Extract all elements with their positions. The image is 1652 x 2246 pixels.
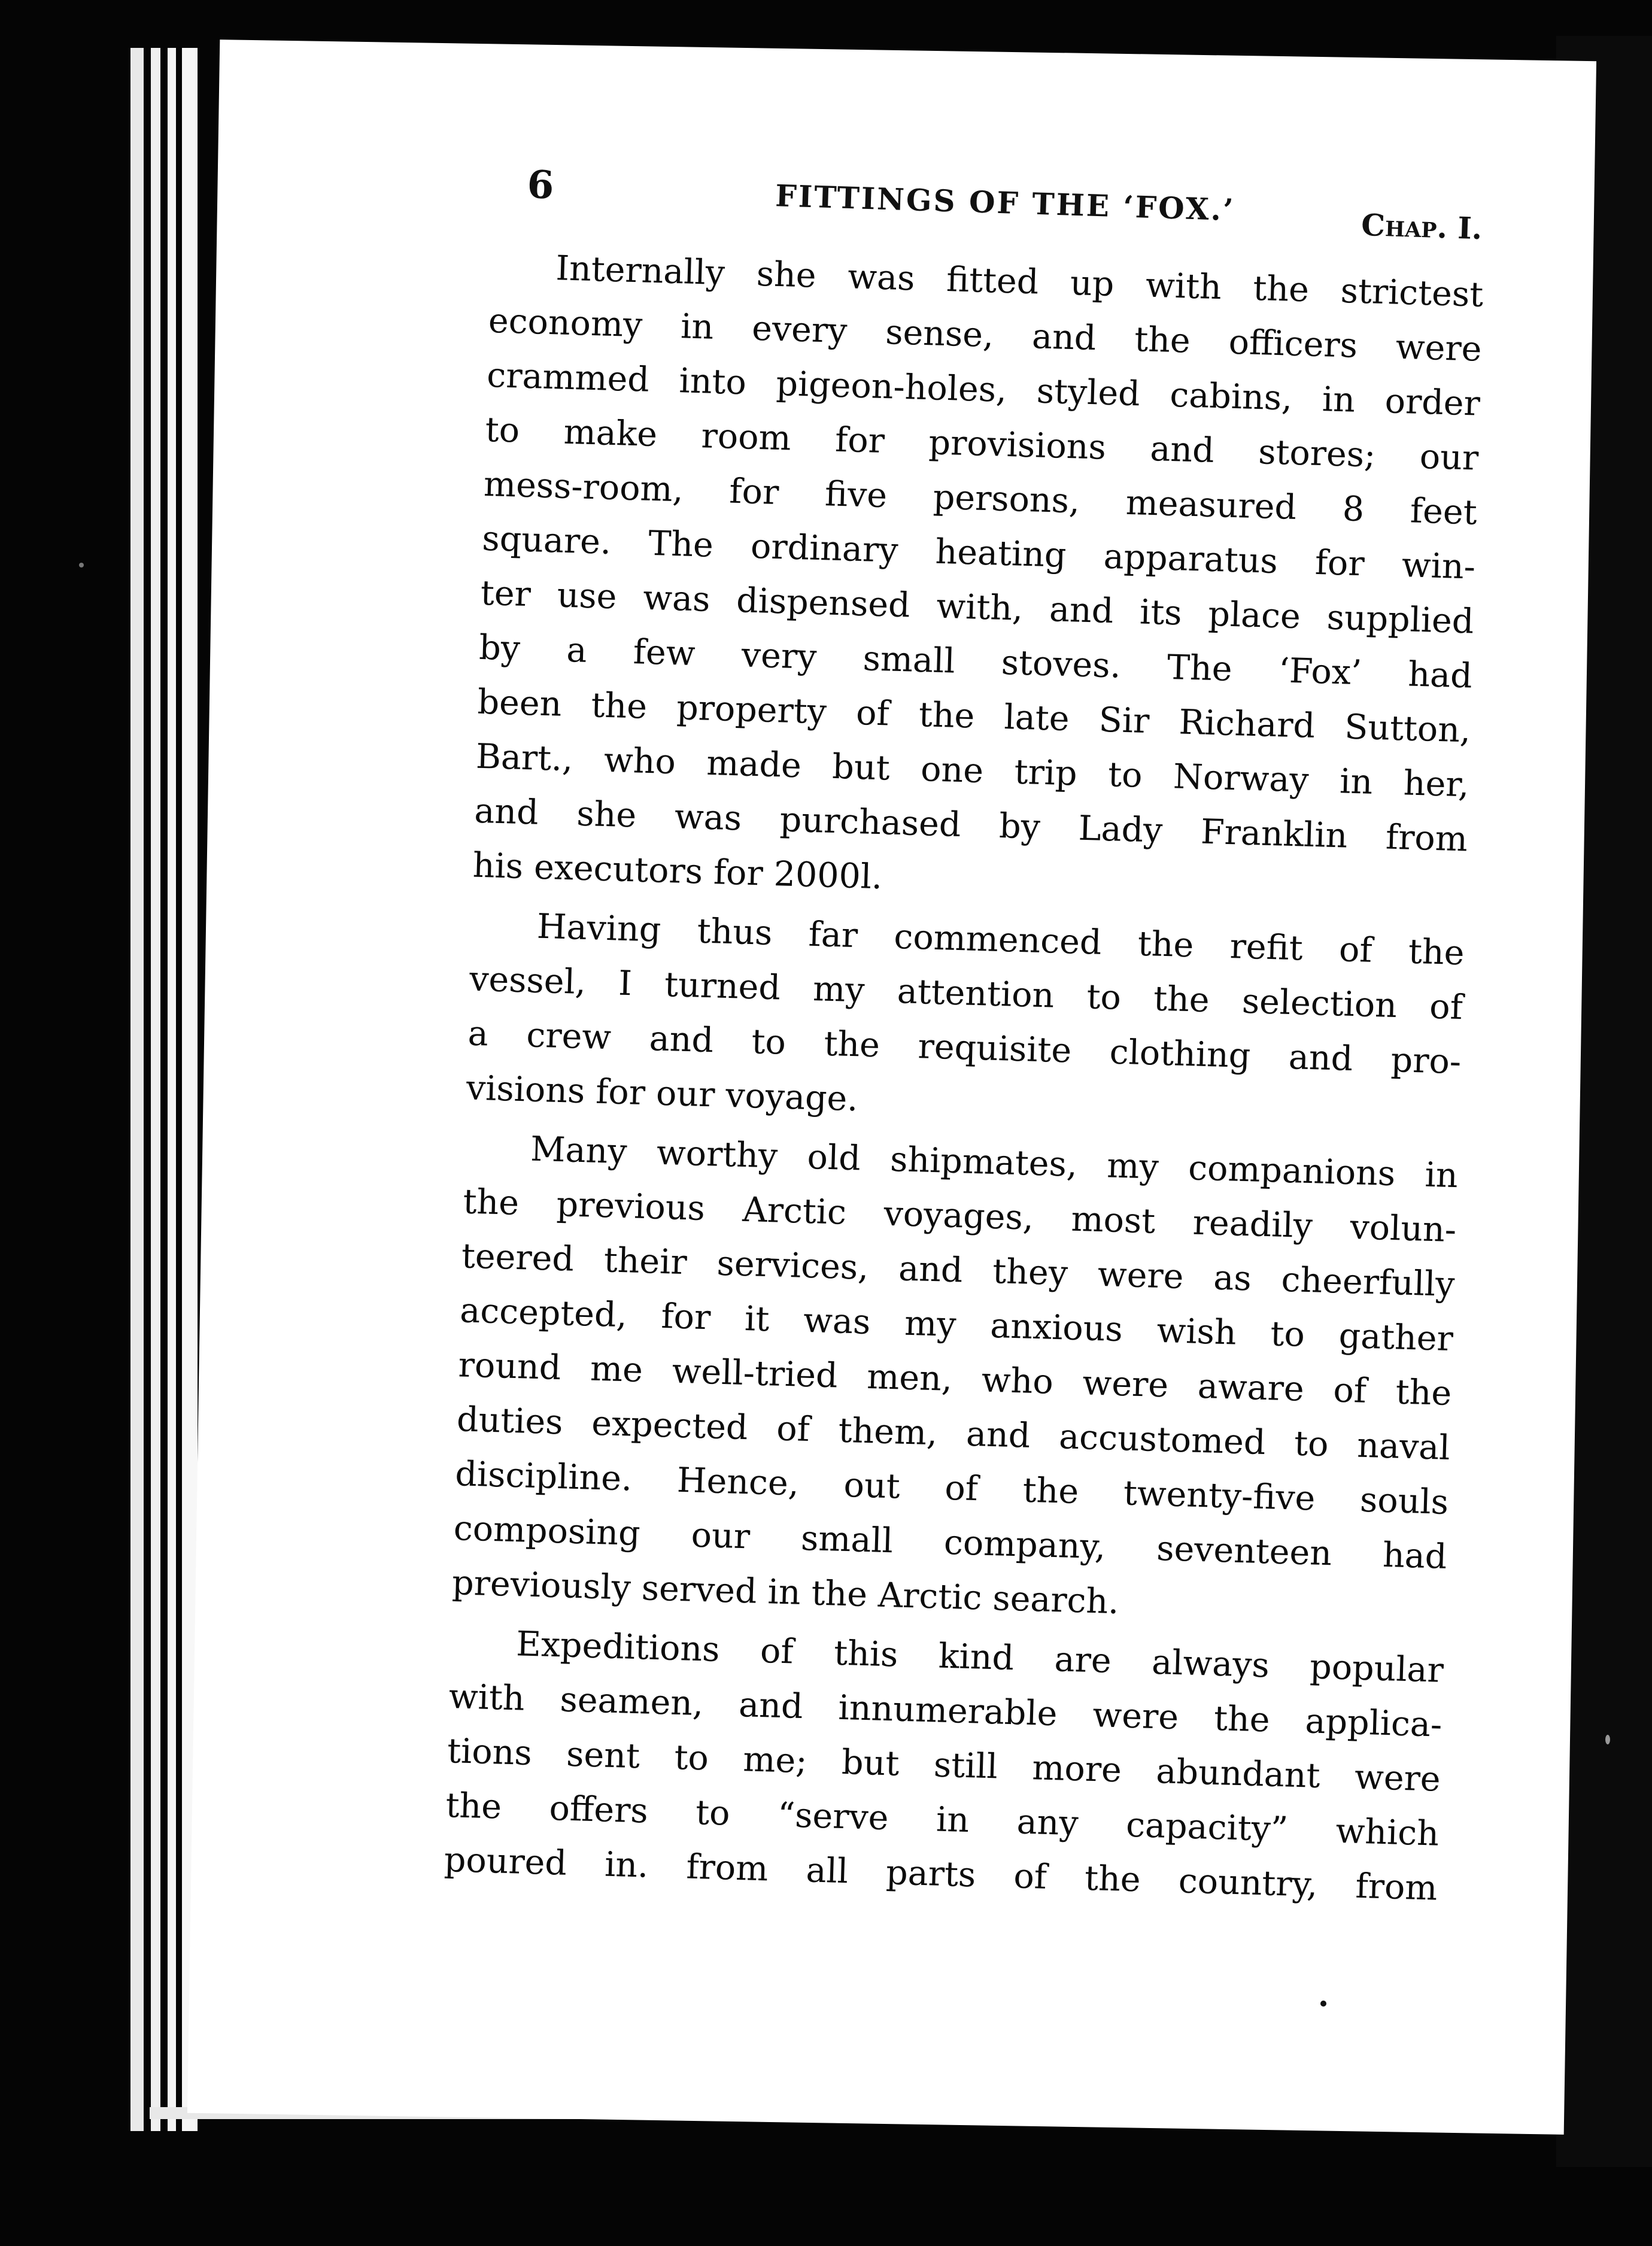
text-line: Expeditions of this kind are always popular [515, 1624, 1444, 1690]
running-title: FITTINGS OF THE ‘FOX.’ [775, 178, 1236, 228]
text-line: tions sent to me; but still more abundant were [447, 1731, 1441, 1799]
body-text [444, 239, 1484, 1916]
text-line: and she was purchased by Lady Franklin from [473, 791, 1468, 860]
chapter-label: Chap. I. [1361, 207, 1483, 247]
text-line: a crew and to the requisite clothing and pro- [467, 1013, 1462, 1082]
text-line: Many worthy old shipmates, my companions in [530, 1129, 1459, 1196]
text-line: accepted, for it was my anxious wish to gather [459, 1291, 1454, 1359]
text-line: to make room for provisions and stores; our [484, 409, 1480, 478]
text-line: mess-room, for five persons, measured 8 feet [483, 464, 1478, 533]
scan-speck [1605, 1735, 1610, 1744]
text-line: Internally she was fitted up with the strictest [555, 248, 1484, 315]
text-line: his executors for 2000l. [472, 845, 883, 897]
text-line: by a few very small stoves. The ‘Fox’ had [478, 627, 1473, 696]
text-line: previously served in the Arctic search. [451, 1563, 1120, 1622]
page-number: 6 [526, 162, 555, 208]
text-line: economy in every sense, and the officers were [488, 301, 1483, 369]
text-line: ter use was dispensed with, and its place supplied [480, 573, 1475, 642]
paragraph [472, 239, 1484, 921]
paragraph [444, 1615, 1444, 1916]
text-line: the offers to “serve in any capacity” which [445, 1785, 1440, 1854]
text-line: Having thus far commenced the refit of the [536, 906, 1465, 973]
text-line: crammed into pigeon-holes, styled cabins, in order [486, 355, 1481, 424]
page-edge [151, 48, 160, 2131]
text-line: with seamen, and innumerable were the applica- [448, 1677, 1443, 1745]
text-line: discipline. Hence, out of the twenty-five souls [454, 1454, 1449, 1522]
text-line: teered their services, and they were as cheerfully [461, 1236, 1456, 1305]
text-line: square. The ordinary heating apparatus for win- [481, 518, 1476, 587]
text-line: poured in. from all parts of the country, from [444, 1840, 1438, 1908]
scan-speck [1320, 2001, 1326, 2007]
text-line: been the property of the late Sir Richard Sutton, [476, 682, 1472, 751]
text-line: duties expected of them, and accustomed to naval [456, 1400, 1451, 1468]
text-line: Bart., who made but one trip to Norway in her, [475, 736, 1470, 805]
page-edge [130, 48, 144, 2131]
text-line: round me well-tried men, who were aware of the [457, 1345, 1453, 1414]
text-line: composing our small company, seventeen had [453, 1509, 1448, 1577]
paragraph [466, 898, 1465, 1145]
text-line: visions for our voyage. [466, 1068, 859, 1119]
text-line: vessel, I turned my attention to the selection of [469, 959, 1463, 1028]
page-edge [168, 48, 176, 2131]
text-line: the previous Arctic voyages, most readily volun- [462, 1182, 1457, 1251]
paragraph [451, 1120, 1459, 1638]
scan-speck [79, 563, 84, 567]
